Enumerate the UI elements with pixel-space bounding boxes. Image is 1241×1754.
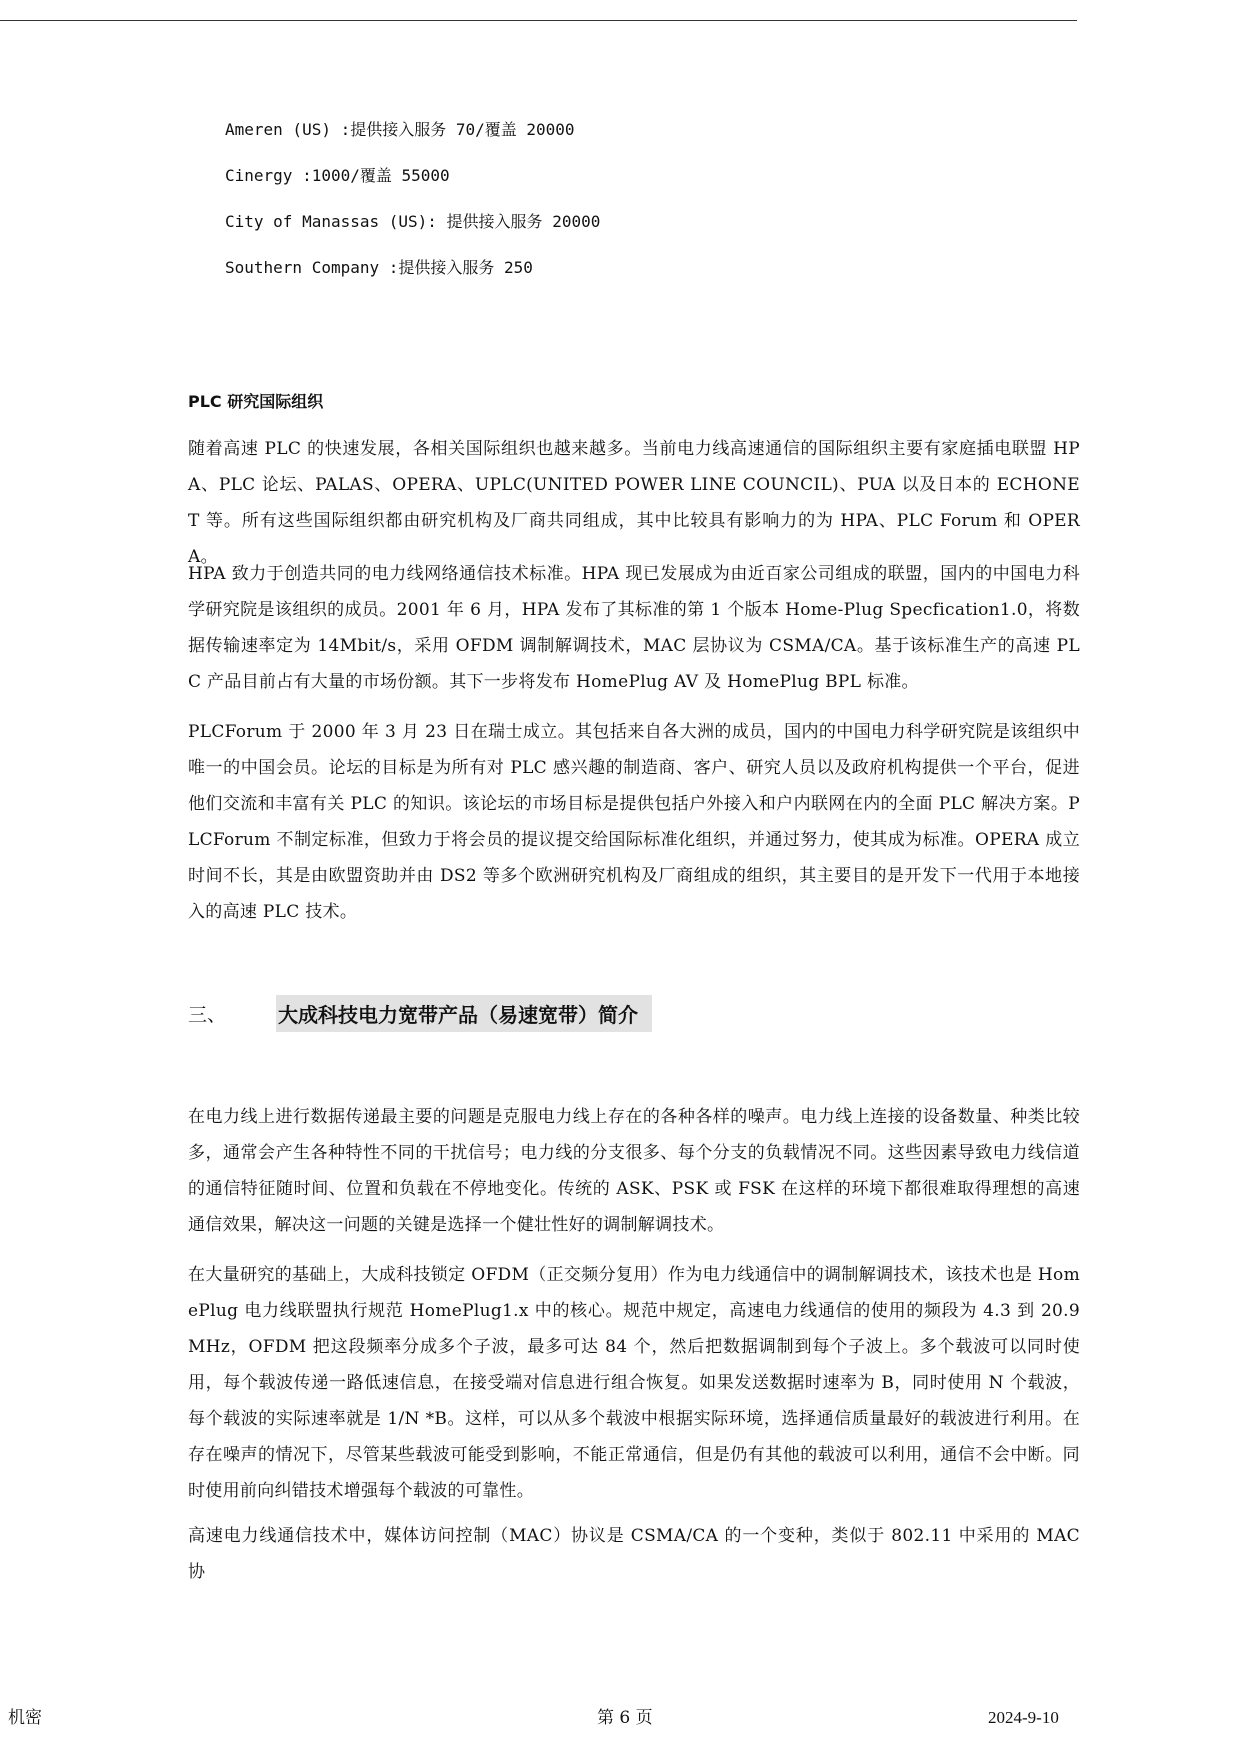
section-title: 大成科技电力宽带产品（易速宽带）简介 bbox=[276, 995, 652, 1032]
page-number: 第 6 页 bbox=[597, 1708, 653, 1728]
list-item: City of Manassas (US): 提供接入服务 20000 bbox=[225, 212, 601, 231]
list-item: Ameren (US) :提供接入服务 70/覆盖 20000 bbox=[225, 120, 575, 139]
section-number: 三、 bbox=[188, 1003, 227, 1026]
footer-confidential: 机密 bbox=[8, 1708, 42, 1728]
paragraph: 在电力线上进行数据传递最主要的问题是克服电力线上存在的各种各样的噪声。电力线上连接的设备数量、种类比较多，通常会产生各种特性不同的干扰信号；电力线的分支很多、每个分支的负载情况不同。这些因素导致电力线信道的通信特征随时间、位置和负载在不停地变化。传统的 ASK、PSK 或 FSK 在这样的环境下都很难取得理想的高速通信效果，解决这一问题的关键是选择一个健壮性好的调制解调技术。 bbox=[188, 1107, 1080, 1235]
paragraph: 高速电力线通信技术中，媒体访问控制（MAC）协议是 CSMA/CA 的一个变种，类似于 802.11 中采用的 MAC 协 bbox=[188, 1526, 1080, 1582]
list-item: Southern Company :提供接入服务 250 bbox=[225, 258, 533, 277]
paragraph: HPA 致力于创造共同的电力线网络通信技术标准。HPA 现已发展成为由近百家公司组成的联盟，国内的中国电力科学研究院是该组织的成员。2001 年 6 月，HPA 发布了其标准的第 1 个版本 Home-Plug Specfication1.0，将数据传输速率定为 14Mbit/s，采用 OFDM 调制解调技术，MAC 层协议为 CSMA/CA。基于该标准生产的高速 PLC 产品目前占有大量的市场份额。其下一步将发布 HomePlug AV 及 HomePlug BPL 标准。 bbox=[188, 564, 1080, 692]
plc-orgs-heading: PLC 研究国际组织 bbox=[188, 392, 324, 411]
list-item: Cinergy :1000/覆盖 55000 bbox=[225, 166, 450, 185]
deployment-list bbox=[225, 120, 600, 304]
header-rule bbox=[0, 20, 1077, 21]
paragraph: PLCForum 于 2000 年 3 月 23 日在瑞士成立。其包括来自各大洲的成员，国内的中国电力科学研究院是该组织中唯一的中国会员。论坛的目标是为所有对 PLC 感兴趣的制造商、客户、研究人员以及政府机构提供一个平台，促进他们交流和丰富有关 PLC 的知识。该论坛的市场目标是提供包括户外接入和户内联网在内的全面 PLC 解决方案。PLCForum 不制定标准，但致力于将会员的提议提交给国际标准化组织，并通过努力，使其成为标准。OPERA 成立时间不长，其是由欧盟资助并由 DS2 等多个欧洲研究机构及厂商组成的组织，其主要目的是开发下一代用于本地接入的高速 PLC 技术。 bbox=[188, 722, 1080, 922]
paragraph: 随着高速 PLC 的快速发展，各相关国际组织也越来越多。当前电力线高速通信的国际组织主要有家庭插电联盟 HPA、PLC 论坛、PALAS、OPERA、UPLC(UNITED POWER LINE COUNCIL)、PUA 以及日本的 ECHONET 等。所有这些国际组织都由研究机构及厂商共同组成，其中比较具有影响力的为 HPA、PLC Forum 和 OPERA。 bbox=[188, 439, 1080, 567]
section-heading bbox=[188, 996, 652, 1030]
footer-date: 2024-9-10 bbox=[988, 1708, 1059, 1727]
paragraph: 在大量研究的基础上，大成科技锁定 OFDM（正交频分复用）作为电力线通信中的调制解调技术，该技术也是 HomePlug 电力线联盟执行规范 HomePlug1.x 中的核心。规范中规定，高速电力线通信的使用的频段为 4.3 到 20.9MHz，OFDM 把这段频率分成多个子波，最多可达 84 个，然后把数据调制到每个子波上。多个载波可以同时使用，每个载波传递一路低速信息，在接受端对信息进行组合恢复。如果发送数据时速率为 B，同时使用 N 个载波，每个载波的实际速率就是 1/N *B。这样，可以从多个载波中根据实际环境，选择通信质量最好的载波进行利用。在存在噪声的情况下，尽管某些载波可能受到影响，不能正常通信，但是仍有其他的载波可以利用，通信不会中断。同时使用前向纠错技术增强每个载波的可靠性。 bbox=[188, 1265, 1080, 1501]
